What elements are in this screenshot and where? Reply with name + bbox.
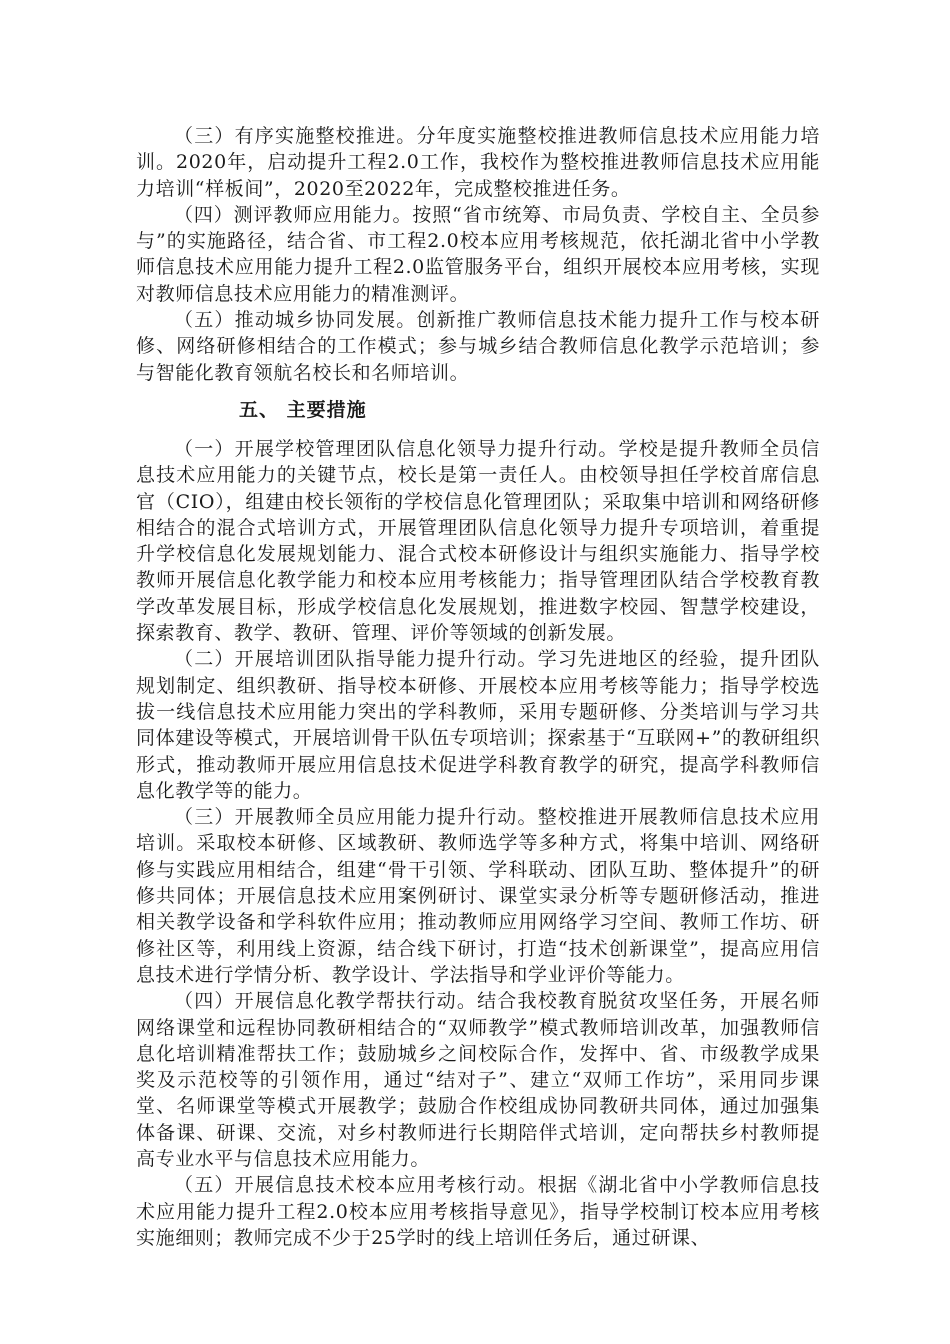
paragraph-assessment-action: （五）开展信息技术校本应用考核行动。根据《湖北省中小学教师信息技术应用能力提升工程2.0校本应用考核指导意见》，指导学校制订校本应用考核实施细则；教师完成不少于25学时的线上培训任务后，通过研课、 [136, 1174, 820, 1249]
paragraph-leadership-action: （一）开展学校管理团队信息化领导力提升行动。学校是提升教师全员信息技术应用能力的关键节点，校长是第一责任人。由校领导担任学校首席信息官（CIO），组建由校长领衔的学校信息化管理团队；采取集中培训和网络研修相结合的混合式培训方式，开展管理团队信息化领导力提升专项培训，着重提升学校信息化发展规划能力、混合式校本研修设计与组织实施能力、指导学校教师开展信息化教学能力和校本应用考核能力；指导管理团队结合学校教育教学改革发展目标，形成学校信息化发展规划，推进数字校园、智慧学校建设，探索教育、教学、教研、管理、评价等领域的创新发展。 [136, 437, 820, 645]
section-heading-main-measures: 五、 主要措施 [239, 398, 367, 421]
paragraph-urban-rural-development: （五）推动城乡协同发展。创新推广教师信息技术能力提升工作与校本研修、网络研修相结合的工作模式；参与城乡结合教师信息化教学示范培训；参与智能化教育领航名校长和名师培训。 [136, 309, 820, 384]
paragraph-assess-teacher-ability: （四）测评教师应用能力。按照“省市统筹、市局负责、学校自主、全员参与”的实施路径，结合省、市工程2.0校本应用考核规范，依托湖北省中小学教师信息技术应用能力提升工程2.0监管服务平台，组织开展校本应用考核，实现对教师信息技术应用能力的精准测评。 [136, 203, 820, 305]
paragraph-implement-whole-school: （三）有序实施整校推进。分年度实施整校推进教师信息技术应用能力培训。2020年，启动提升工程2.0工作，我校作为整校推进教师信息技术应用能力培训“样板间”，2020至2022年，完成整校推进任务。 [136, 125, 820, 200]
paragraph-all-teachers-action: （三）开展教师全员应用能力提升行动。整校推进开展教师信息技术应用培训。采取校本研修、区域教研、教师选学等多种方式，将集中培训、网络研修与实践应用相结合，组建“骨干引领、学科联动、团队互助、整体提升”的研修共同体；开展信息技术应用案例研讨、课堂实录分析等专题研修活动，推进相关教学设备和学科软件应用；推动教师应用网络学习空间、教师工作坊、研修社区等，利用线上资源，结合线下研讨，打造“技术创新课堂”，提高应用信息技术进行学情分析、教学设计、学法指导和学业评价等能力。 [136, 806, 820, 986]
paragraph-training-team-action: （二）开展培训团队指导能力提升行动。学习先进地区的经验，提升团队规划制定、组织教研、指导校本研修、开展校本应用考核等能力；指导学校选拔一线信息技术应用能力突出的学科教师，采用专题研修、分类培训与学习共同体建设等模式，开展培训骨干队伍专项培训；探索基于“互联网+”的教研组织形式，推动教师开展应用信息技术促进学科教育教学的研究，提高学科教师信息化教学等的能力。 [136, 648, 820, 802]
document-page [136, 123, 820, 1251]
paragraph-assistance-action: （四）开展信息化教学帮扶行动。结合我校教育脱贫攻坚任务，开展名师网络课堂和远程协同教研相结合的“双师教学”模式教师培训改革，加强教师信息化培训精准帮扶工作；鼓励城乡之间校际合作，发挥中、省、市级教学成果奖及示范校等的引领作用，通过“结对子”、建立“双师工作坊”，采用同步课堂、名师课堂等模式开展教学；鼓励合作校组成协同教研共同体，通过加强集体备课、研课、交流，对乡村教师进行长期陪伴式培训，定向帮扶乡村教师提高专业水平与信息技术应用能力。 [136, 990, 820, 1170]
